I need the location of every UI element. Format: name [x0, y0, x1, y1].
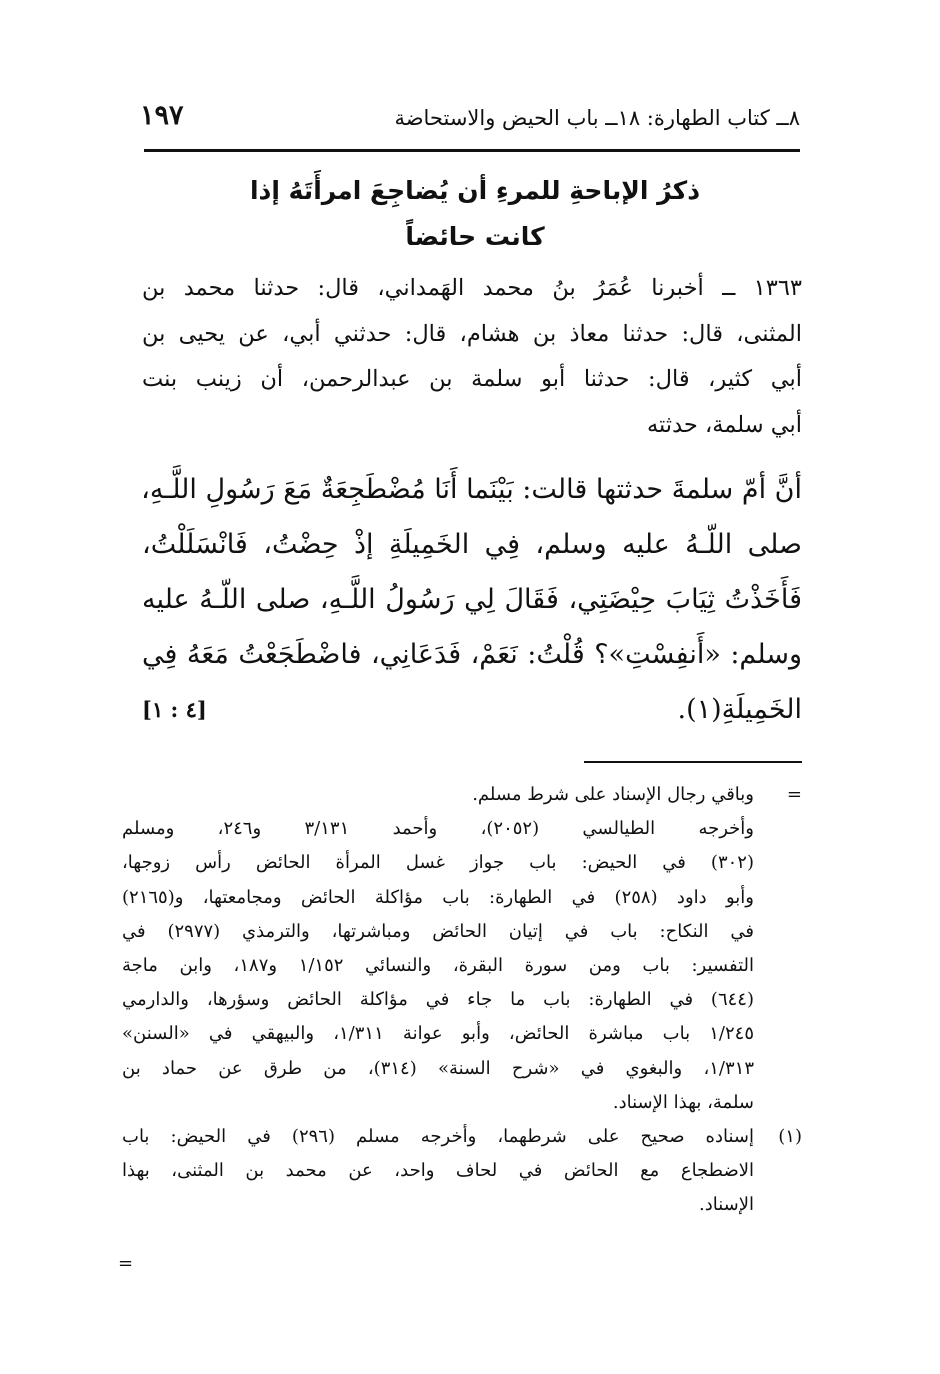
footnote-line: الاضطجاع مع الحائض في لحاف واحد، عن محمد بن المثنى، بهذا	[122, 1160, 754, 1182]
hadith-matn	[142, 462, 802, 737]
matn-last-text: الخَمِيلَةِ(١).	[677, 694, 802, 725]
running-header	[140, 100, 800, 140]
footnote-line: وأخرجه الطيالسي (٢٠٥٢)، وأحمد ٣/١٣١ و٢٤٦، ومسلم	[122, 818, 754, 840]
running-title: ٨ــ كتاب الطهارة: ١٨ــ باب الحيض والاستحاضة	[394, 106, 800, 130]
footnote-line: إسناده صحيح على شرطهما، وأخرجه مسلم (٢٩٦) في الحيض: باب	[122, 1126, 754, 1148]
matn-line: وسلم: «أَنفِسْتِ»؟ قُلْتُ: نَعَمْ، فَدَعَانِي، فاضْطَجَعْتُ مَعَهُ فِي	[142, 639, 802, 670]
footnote-line: ١/٣١٣، والبغوي في «شرح السنة» (٣١٤)، من طرق عن حماد بن	[122, 1057, 755, 1079]
page-number: ١٩٧	[140, 100, 184, 131]
footnote-line: في النكاح: باب في إتيان الحائض ومباشرتها، والترمذي (٢٩٧٧) في	[122, 920, 754, 942]
footnote-line: (٦٤٤) في الطهارة: باب ما جاء في مؤاكلة الحائض وسؤرها، والدارمي	[122, 989, 754, 1011]
footnote-line: سلمة، بهذا الإسناد.	[612, 1091, 754, 1113]
footnote-continuation	[122, 778, 802, 1120]
matn-line-last	[142, 682, 802, 737]
footnote-line: التفسير: باب ومن سورة البقرة، والنسائي ١/١٥٢ و١٨٧، وابن ماجة	[122, 955, 754, 977]
volume-reference: [٤ : ١]	[142, 697, 207, 722]
header-rule	[144, 149, 800, 152]
footnote-rule	[584, 761, 802, 763]
matn-line: فَأَخَذْتُ ثِيَابَ حِيْضَتِي، فَقَالَ لِي رَسُولُ اللَّـهِ، صلى اللّـهُ عليه	[142, 584, 802, 615]
footnote-line: الإسناد.	[698, 1194, 754, 1216]
section-title-line-2: كانت حائضاً	[405, 222, 545, 251]
section-title	[150, 168, 800, 260]
matn-line: أنَّ أمّ سلمةَ حدثتها قالت: بَيْنَما أَنَا مُضْطَجِعَةٌ مَعَ رَسُولِ اللَّـهِ،	[141, 474, 802, 505]
footnote-line: وأبو داود (٢٥٨) في الطهارة: باب مؤاكلة الحائض ومجامعتها، و(٢١٦٥)	[122, 886, 754, 908]
continuation-marker: =	[786, 784, 802, 805]
isnad-line: المثنى، قال: حدثنا معاذ بن هشام، قال: حدثني أبي، عن يحيى بن	[142, 320, 802, 347]
section-title-line-1: ذكرُ الإباحةِ للمرءِ أن يُضاجِعَ امرأَتَهُ إذا	[249, 176, 701, 205]
isnad-line: أبي كثير، قال: حدثنا أبو سلمة بن عبدالرحمن، أن زينب بنت	[142, 366, 802, 392]
footnote-line: وباقي رجال الإسناد على شرط مسلم.	[472, 784, 754, 805]
page-end-continuation-marker: =	[118, 1253, 134, 1274]
footnote-1	[122, 1120, 802, 1223]
footnote-1-marker: (١)	[778, 1126, 802, 1148]
footnote-line: (٣٠٢) في الحيض: باب جواز غسل المرأة الحائض رأس زوجها،	[122, 852, 754, 874]
matn-line: صلى اللّـهُ عليه وسلم، فِي الخَمِيلَةِ إذْ حِضْتُ، فَانْسَلَلْتُ،	[142, 529, 802, 560]
footnotes	[122, 778, 802, 1223]
hadith-isnad	[142, 266, 802, 448]
isnad-line: أبي سلمة، حدثته	[646, 411, 802, 438]
isnad-line: ١٣٦٣ ــ أخبرنا عُمَرُ بنُ محمد الهَمداني، قال: حدثنا محمد بن	[142, 275, 802, 301]
footnote-line: ١/٢٤٥ باب مباشرة الحائض، وأبو عوانة ١/٣١١، والبيهقي في «السنن»	[122, 1023, 755, 1045]
